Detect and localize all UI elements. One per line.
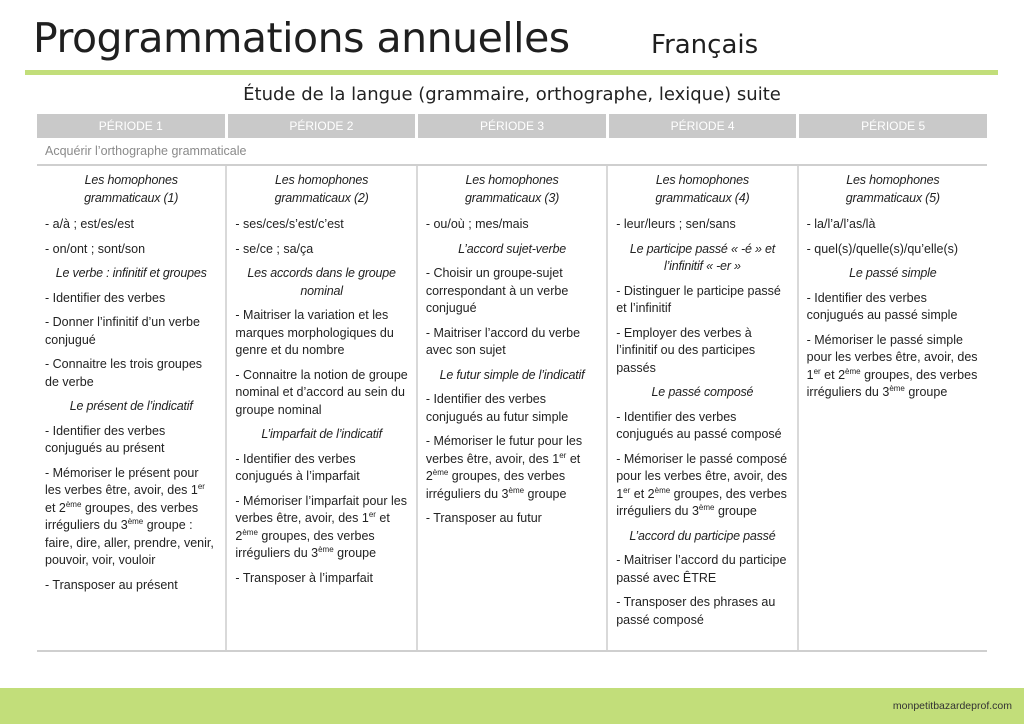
topic-title: Le verbe : infinitif et groupes — [55, 266, 207, 280]
objective-item: - Mémoriser le présent pour les verbes être, avoir, des 1er et 2ème groupes, des verbes irréguliers du 3ème groupe : faire, dire, aller, prendre, venir, pouvoir, voir, vouloir — [45, 465, 214, 567]
objective-item: - Identifier des verbes conjugués au passé composé — [616, 409, 782, 441]
section-title: Étude de la langue (grammaire, orthographe, lexique) suite — [243, 84, 781, 105]
objective-item: - Transposer à l’imparfait — [235, 570, 373, 585]
period-header-4: PÉRIODE 4 — [609, 114, 797, 138]
page-title: Programmations annuelles — [33, 14, 570, 62]
objective-item: - Transposer au présent — [45, 577, 178, 592]
footer-site: monpetitbazardeprof.com — [892, 700, 1012, 712]
period-header-2: PÉRIODE 2 — [228, 114, 416, 138]
topic-title: Les homophones grammaticaux (3) — [464, 173, 560, 205]
objective-item: - Identifier des verbes conjugués à l’imparfait — [235, 451, 360, 483]
topic-title: Les homophones grammaticaux (4) — [655, 173, 750, 205]
objective-item: - Identifier des verbes conjugués au passé simple — [806, 290, 958, 322]
topic-title: Le passé composé — [651, 385, 754, 399]
program-table — [37, 114, 987, 652]
period-column-2 — [227, 166, 417, 650]
objective-item: - Mémoriser l’imparfait pour les verbes être, avoir, des 1er et 2ème groupes, des verbes irréguliers du 3ème groupe — [235, 493, 407, 560]
objective-item: - Mémoriser le passé composé pour les verbes être, avoir, des 1er et 2ème groupes, des verbes irréguliers du 3ème groupe — [616, 451, 788, 518]
objective-item: - leur/leurs ; sen/sans — [616, 217, 736, 231]
objective-item: - Identifier des verbes — [45, 290, 166, 305]
topic-title: Le présent de l’indicatif — [69, 399, 193, 413]
objective-item: - Choisir un groupe-sujet correspondant à un verbe conjugué — [425, 266, 569, 315]
objective-item: - Identifier des verbes conjugués au présent — [45, 423, 166, 455]
topic-title: L’accord du participe passé — [629, 528, 776, 543]
objective-item: - Donner l’infinitif d’un verbe conjugué — [45, 315, 200, 347]
objective-item: - Distinguer le participe passé et l’infinitif — [616, 283, 781, 315]
topic-title: L’imparfait de l’indicatif — [261, 427, 382, 441]
topic-title: Le futur simple de l’indicatif — [439, 367, 585, 382]
objective-item: - Identifier des verbes conjugués au futur simple — [425, 392, 569, 424]
period-header-1: PÉRIODE 1 — [37, 114, 225, 138]
objective-item: - la/l’a/l’as/là — [806, 217, 876, 231]
objective-item: - Maitriser l’accord du verbe avec son sujet — [425, 325, 581, 357]
objective-item: - ses/ces/s’est/c’est — [235, 217, 344, 231]
objective-item: - Connaitre la notion de groupe nominal et d’accord au sein du groupe nominal — [235, 367, 408, 417]
objective-item: - Employer des verbes à l’infinitif ou des participes passés — [616, 325, 756, 375]
objective-item: - Maitriser l’accord du participe passé avec ÊTRE — [616, 553, 787, 585]
period-column-3 — [418, 166, 608, 650]
period-header-5: PÉRIODE 5 — [799, 114, 987, 138]
footer-bar — [0, 688, 1024, 724]
topic-title: L’accord sujet-verbe — [458, 241, 566, 256]
period-column-4 — [608, 166, 798, 650]
period-column-1 — [37, 166, 227, 650]
objective-item: - Transposer des phrases au passé composé — [616, 595, 776, 627]
topic-title: Les homophones grammaticaux (2) — [274, 173, 369, 205]
period-header-3: PÉRIODE 3 — [418, 114, 606, 138]
objective-item: - se/ce ; sa/ça — [235, 241, 314, 256]
period-header-row — [37, 114, 987, 138]
objective-item: - Transposer au futur — [425, 511, 542, 525]
objective-item: - Connaitre les trois groupes de verbe — [45, 357, 203, 389]
objective-item: - Mémoriser le futur pour les verbes être, avoir, des 1er et 2ème groupes, des verbes irréguliers du 3ème groupe — [425, 434, 583, 501]
period-content-row — [37, 166, 987, 652]
topic-title: Les accords dans le groupe nominal — [247, 266, 396, 298]
period-column-5 — [799, 166, 987, 650]
objective-item: - a/à ; est/es/est — [45, 217, 134, 231]
title-underline — [25, 70, 998, 75]
topic-title: Le participe passé « -é » et l’infinitif « -er » — [629, 241, 776, 273]
subject-label: Français — [651, 30, 759, 60]
objective-item: - ou/où ; mes/mais — [425, 217, 529, 231]
objective-item: - Maitriser la variation et les marques morphologiques du genre et du nombre — [235, 308, 394, 357]
objective-item: - Mémoriser le passé simple pour les verbes être, avoir, des 1er et 2ème groupes, des verbes irréguliers du 3ème groupe — [806, 332, 978, 399]
topic-title: Les homophones grammaticaux (5) — [845, 173, 940, 205]
objective-item: - on/ont ; sont/son — [45, 241, 146, 256]
objective-item: - quel(s)/quelle(s)/qu’elle(s) — [806, 241, 959, 256]
topic-title: Les homophones grammaticaux (1) — [84, 173, 179, 205]
subheading: Acquérir l’orthographe grammaticale — [37, 138, 987, 166]
topic-title: Le passé simple — [849, 266, 937, 280]
